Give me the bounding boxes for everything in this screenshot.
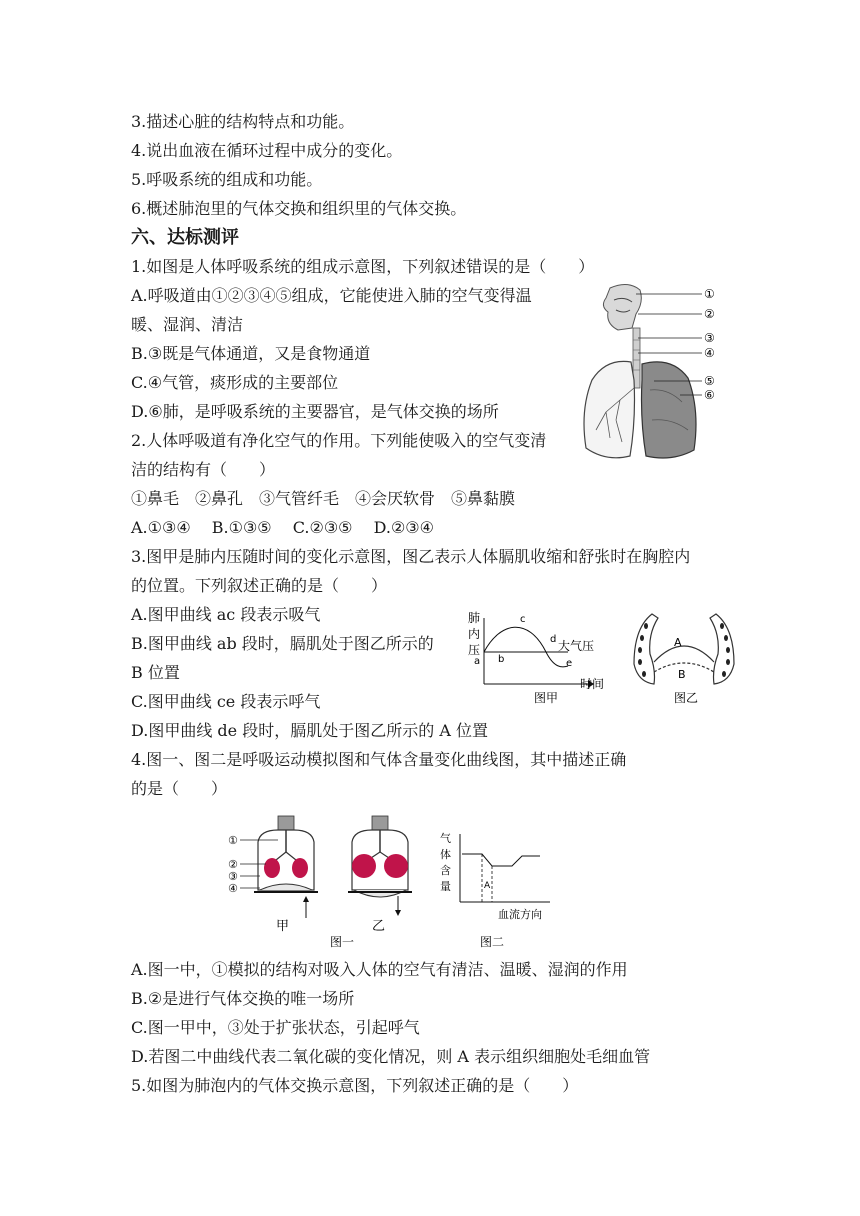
- q4-stem-cont: 的是（ ）: [131, 779, 228, 798]
- point-c: c: [520, 614, 526, 625]
- q1-option-a: A.呼吸道由①②③④⑤组成，它能使进入肺的空气变得温: [131, 286, 532, 305]
- q1-option-b: B.③既是气体通道，又是食物通道: [131, 344, 371, 363]
- gas-xlabel: 血流方向: [498, 908, 542, 921]
- q3-stem-cont: 的位置。下列叙述正确的是（ ）: [131, 576, 388, 595]
- q3-option-a: A.图甲曲线 ac 段表示吸气: [131, 605, 321, 624]
- diaphragm-label-b: B: [678, 668, 686, 681]
- caption-fig2: 图二: [480, 935, 505, 949]
- fig1-label-3: ③: [704, 331, 715, 345]
- point-b: b: [498, 654, 505, 665]
- objective-4: 4.说出血液在循环过程中成分的变化。: [131, 141, 403, 160]
- fig1-label-4: ④: [704, 346, 715, 360]
- q2-stem-cont: 洁的结构有（ ）: [131, 460, 276, 479]
- objective-3: 3.描述心脏的结构特点和功能。: [131, 112, 355, 131]
- q4-option-b: B.②是进行气体交换的唯一场所: [131, 989, 355, 1008]
- fig1-label-2: ②: [704, 307, 715, 321]
- q3-stem: 3.图甲是肺内压随时间的变化示意图，图乙表示人体膈肌收缩和舒张时在胸腔内: [131, 547, 691, 566]
- q3-option-b: B.图甲曲线 ab 段时，膈肌处于图乙所示的: [131, 634, 434, 653]
- q2-stem: 2.人体呼吸道有净化空气的作用。下列能使吸入的空气变清: [131, 431, 547, 450]
- gas-content-graph: [436, 828, 556, 952]
- model-label-1: ①: [228, 834, 238, 847]
- gas-ylabel-3: 含: [440, 864, 451, 877]
- objective-5: 5.呼吸系统的组成和功能。: [131, 170, 323, 189]
- point-e: e: [566, 658, 573, 669]
- section-heading: 六、达标测评: [131, 227, 239, 248]
- caption-fig1: 图一: [330, 935, 355, 949]
- model-label-4: ④: [228, 882, 238, 895]
- q3-option-b-cont: B 位置: [131, 663, 180, 682]
- diaphragm-figure: [628, 610, 740, 710]
- gas-ylabel-4: 量: [440, 880, 451, 893]
- point-a: a: [474, 656, 481, 667]
- fig1-label-6: ⑥: [704, 388, 715, 402]
- ylabel-char-3: 压: [468, 643, 481, 657]
- ylabel-char-2: 内: [468, 627, 481, 641]
- model-label-2: ②: [228, 858, 238, 871]
- q4-option-d: D.若图二中曲线代表二氧化碳的变化情况，则 A 表示组织细胞处毛细血管: [131, 1047, 651, 1066]
- q1-option-d: D.⑥肺，是呼吸系统的主要器官，是气体交换的场所: [131, 402, 499, 421]
- gas-ylabel-1: 气: [440, 832, 451, 845]
- q4-option-a: A.图一中，①模拟的结构对吸入人体的空气有清洁、温暖、湿润的作用: [131, 960, 628, 979]
- point-d: d: [550, 634, 557, 645]
- q1-stem: 1.如图是人体呼吸系统的组成示意图，下列叙述错误的是（ ）: [131, 257, 595, 276]
- q3-option-c: C.图甲曲线 ce 段表示呼气: [131, 692, 321, 711]
- respiratory-system-figure: [576, 280, 726, 465]
- fig1-label-1: ①: [704, 287, 715, 301]
- lung-pressure-graph: [462, 610, 612, 710]
- q5-stem: 5.如图为肺泡内的气体交换示意图，下列叙述正确的是（ ）: [131, 1076, 579, 1095]
- gas-point-a: A: [484, 881, 491, 891]
- caption-yi: 图乙: [674, 691, 699, 705]
- model-label-jia: 甲: [276, 919, 290, 934]
- q2-options: A.①③④ B.①③⑤ C.②③⑤ D.②③④: [131, 518, 434, 537]
- model-label-yi: 乙: [372, 919, 386, 934]
- model-label-3: ③: [228, 870, 238, 883]
- gas-ylabel-2: 体: [440, 848, 451, 861]
- xlabel-time: 时间: [580, 677, 605, 691]
- objective-6: 6.概述肺泡里的气体交换和组织里的气体交换。: [131, 199, 467, 218]
- q3-option-d: D.图甲曲线 de 段时，膈肌处于图乙所示的 A 位置: [131, 721, 488, 740]
- q1-option-c: C.④气管，痰形成的主要部位: [131, 373, 339, 392]
- caption-jia: 图甲: [534, 691, 559, 705]
- q1-option-a-cont: 暖、湿润、清洁: [131, 315, 244, 334]
- bell-jar-model-figure: [226, 812, 426, 952]
- fig1-label-5: ⑤: [704, 374, 715, 388]
- diaphragm-label-a: A: [674, 636, 682, 649]
- q2-items: ①鼻毛 ②鼻孔 ③气管纤毛 ④会厌软骨 ⑤鼻黏膜: [131, 489, 516, 508]
- atmospheric-label: 大气压: [558, 639, 595, 653]
- q4-option-c: C.图一甲中，③处于扩张状态，引起呼气: [131, 1018, 420, 1037]
- ylabel-char-1: 肺: [468, 611, 481, 625]
- q4-stem: 4.图一、图二是呼吸运动模拟图和气体含量变化曲线图，其中描述正确: [131, 750, 627, 769]
